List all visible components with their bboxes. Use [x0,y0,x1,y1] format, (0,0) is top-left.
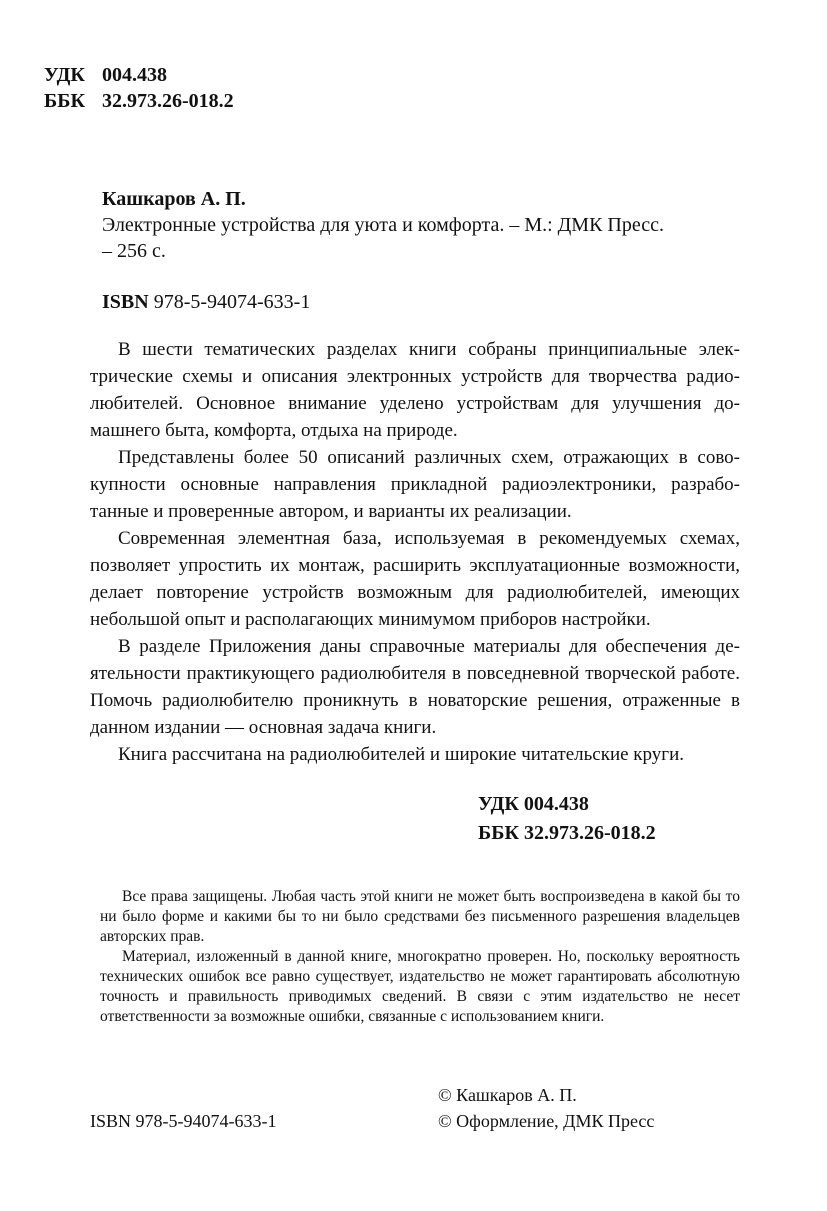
annotation-paragraph: Современная элементная база, используемая в рекомендуемых схемах, позволяет упростить их монтаж, расширить эксплуатационные возможности, делает повторение устройств возможным для радиолюбителей, имеющих небольшой опыт и располагающих минимумом приборов настройки. [90,528,740,630]
udk-row [44,62,234,88]
book-title-line-1: Электронные устройства для уюта и комфорта. – М.: ДМК Пресс. [102,214,665,236]
classification-block-top [44,62,234,114]
book-title-line-2: – 256 с. [102,240,166,262]
annotation-paragraph: В шести тематических разделах книги собраны принципиальные электрические схемы и описания электронных устройств для творчества радиолюбителей. Основное внимание уделено устройствам для улучшения домашнего быта, комфорта, отдыха на природе. [90,339,740,441]
author-name: Кашкаров А. П. [102,188,246,210]
annotation [90,336,740,768]
isbn-label: ISBN [102,291,149,313]
copyright-author: © Кашкаров А. П. [438,1085,577,1105]
classification-block-bottom [478,790,656,848]
bbk-full: ББК 32.973.26-018.2 [478,822,656,844]
annotation-paragraph: В разделе Приложения даны справочные материалы для обеспечения деятельности практикующего радиолюбителя в повседневной творческой работе. Помочь радиолюбителю проникнуть в новаторские решения, отраженные в данном издании — основная задача книги. [90,636,740,738]
bbk-row [44,88,234,114]
rights-paragraph: Материал, изложенный в данной книге, многократно проверен. Но, поскольку вероятность технических ошибок все равно существует, издательство не может гарантировать абсолютную точность и правильность приводимых сведений. В связи с этим издательство не несет ответственности за возможные ошибки, связанные с использованием книги. [100,948,740,1025]
isbn-number: 978-5-94074-633-1 [153,291,311,313]
isbn-footer: ISBN 978-5-94074-633-1 [90,1111,277,1131]
udk-value: 004.438 [102,64,167,86]
annotation-paragraph: Представлены более 50 описаний различных схем, отражающих в совокупности основные направления прикладной радиоэлектроники, разработанные и проверенные автором, и варианты их реализации. [90,447,740,522]
bbk-label: ББК [44,90,85,112]
copyright-design: © Оформление, ДМК Пресс [438,1111,655,1131]
isbn-record [102,289,310,315]
bbk-value: 32.973.26-018.2 [102,90,234,112]
copyright-block [438,1082,654,1134]
rights-paragraph: Все права защищены. Любая часть этой книги не может быть воспроизведена в какой бы то ни было форме и какими бы то ни было средствами без письменного разрешения владельцев авторских прав. [100,888,740,945]
rights-notice [100,887,740,1027]
udk-full: УДК 004.438 [478,793,589,815]
annotation-paragraph: Книга рассчитана на радиолюбителей и широкие читательские круги. [118,744,684,765]
udk-label: УДК [44,64,85,86]
